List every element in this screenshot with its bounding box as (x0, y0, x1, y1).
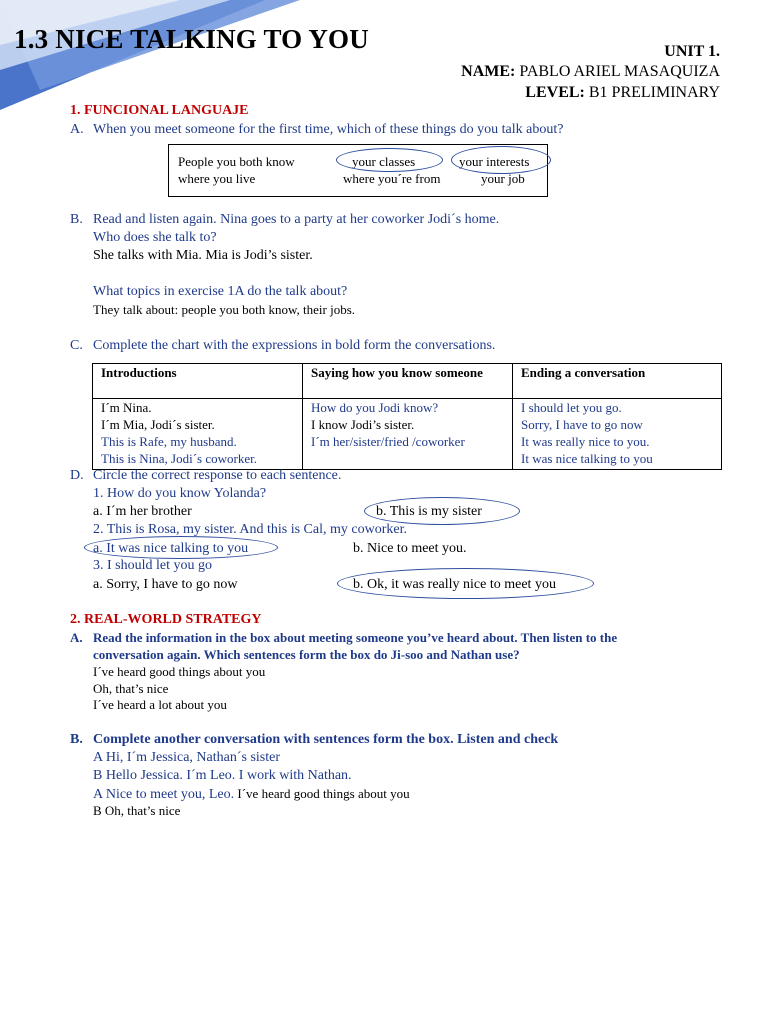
strategy-b-letter: B. (70, 732, 83, 747)
level-label: LEVEL: (525, 84, 585, 101)
student-level (525, 83, 720, 103)
strategy-a-letter: A. (70, 630, 83, 645)
strategy-b-prompt: Complete another conversation with sentences form the box. Listen and check (93, 732, 559, 747)
introductions-cell (93, 399, 303, 470)
column-header-introductions: Introductions (93, 364, 303, 399)
exercise-b-prompt: Read and listen again. Nina goes to a party at her coworker Jodi´s home. (93, 212, 500, 227)
strategy-b-line-1: A Hi, I´m Jessica, Nathan´s sister (93, 750, 281, 765)
topic-people-you-both-know: People you both know (178, 154, 295, 169)
exercise-d-q3-option-b: b. Ok, it was really nice to meet you (353, 577, 556, 592)
saying-how-cell (303, 399, 513, 470)
ending-row: It was really nice to you. (521, 434, 650, 449)
topic-your-interests: your interests (459, 154, 530, 169)
ending-row: I should let you go. (521, 400, 622, 415)
section-2-heading: 2. REAL-WORLD STRATEGY (70, 612, 262, 627)
exercise-d-q2-option-a: a. It was nice talking to you (93, 541, 249, 556)
strategy-b-line-3-start: A Nice to meet you, Leo. (93, 787, 235, 802)
intro-row: I´m Mia, Jodi´s sister. (101, 417, 215, 432)
exercise-d-q1-option-b: b. This is my sister (376, 504, 482, 519)
exercise-d-q3-option-a: a. Sorry, I have to go now (93, 577, 238, 592)
level-value: B1 PRELIMINARY (588, 84, 720, 101)
name-label: NAME: (461, 63, 516, 80)
ending-row: Sorry, I have to go now (521, 417, 643, 432)
strategy-a-line: Oh, that’s nice (93, 681, 169, 696)
exercise-d-prompt: Circle the correct response to each sentence. (93, 468, 342, 483)
exercise-c-prompt: Complete the chart with the expressions in bold form the conversations. (93, 338, 496, 353)
topic-your-classes: your classes (352, 154, 416, 169)
intro-row: I´m Nina. (101, 400, 152, 415)
exercise-a-prompt: When you meet someone for the first time, which of these things do you talk about? (93, 122, 564, 137)
section-1-heading: 1. FUNCIONAL LANGUAJE (70, 103, 249, 118)
exercise-d-q2-option-b: b. Nice to meet you. (353, 541, 467, 556)
circle-your-classes (336, 148, 443, 172)
unit-label: UNIT 1. (664, 43, 720, 60)
column-header-ending: Ending a conversation (513, 364, 722, 399)
exercise-b-question-2: What topics in exercise 1A do the talk about? (93, 284, 348, 299)
column-header-saying-how: Saying how you know someone (303, 364, 513, 399)
exercise-b-answer-1: She talks with Mia. Mia is Jodi’s sister. (93, 248, 313, 263)
exercise-d-question-1: 1. How do you know Yolanda? (93, 486, 267, 501)
topic-where-you-live: where you live (178, 171, 256, 186)
exercise-c-letter: C. (70, 338, 83, 353)
exercise-d-q1-option-a: a. I´m her brother (93, 504, 192, 519)
exercise-b-answer-2: They talk about: people you both know, their jobs. (93, 302, 355, 317)
topic-your-job: your job (481, 171, 525, 186)
strategy-b-line-3-end: I´ve heard good things about you (234, 786, 410, 801)
page-title: 1.3 NICE TALKING TO YOU (14, 24, 369, 54)
exercise-d-question-2: 2. This is Rosa, my sister. And this is Cal, my coworker. (93, 522, 407, 537)
circle-q2-answer (84, 536, 278, 559)
strategy-a-prompt-line-1: Read the information in the box about meeting someone you’ve heard about. Then listen to the (93, 630, 618, 645)
ending-cell (513, 399, 722, 470)
strategy-a-line: I´ve heard good things about you (93, 664, 266, 679)
know-row: How do you Jodi know? (311, 400, 439, 415)
expressions-chart (92, 363, 722, 470)
strategy-a-prompt-line-2: conversation again. Which sentences form the box do Ji-soo and Nathan use? (93, 647, 520, 662)
exercise-d-letter: D. (70, 468, 84, 483)
name-value: PABLO ARIEL MASAQUIZA (519, 63, 720, 80)
circle-q3-answer (337, 568, 594, 599)
ending-row: It was nice talking to you (521, 451, 653, 466)
circle-your-interests (451, 146, 551, 174)
intro-row: This is Rafe, my husband. (101, 434, 237, 449)
strategy-b-line-4: B Oh, that’s nice (93, 803, 181, 818)
know-row: I´m her/sister/fried /coworker (311, 434, 465, 449)
know-row: I know Jodi’s sister. (311, 417, 415, 432)
strategy-b-line-3 (93, 786, 410, 803)
intro-row: This is Nina, Jodi´s coworker. (101, 451, 257, 466)
exercise-b-question-1: Who does she talk to? (93, 230, 217, 245)
strategy-a-line: I´ve heard a lot about you (93, 697, 227, 712)
exercise-a-letter: A. (70, 122, 84, 137)
strategy-b-line-2: B Hello Jessica. I´m Leo. I work with Nathan. (93, 768, 352, 783)
student-name (461, 62, 720, 82)
exercise-b-letter: B. (70, 212, 83, 227)
topic-where-youre-from: where you´re from (343, 171, 441, 186)
exercise-d-question-3: 3. I should let you go (93, 558, 212, 573)
